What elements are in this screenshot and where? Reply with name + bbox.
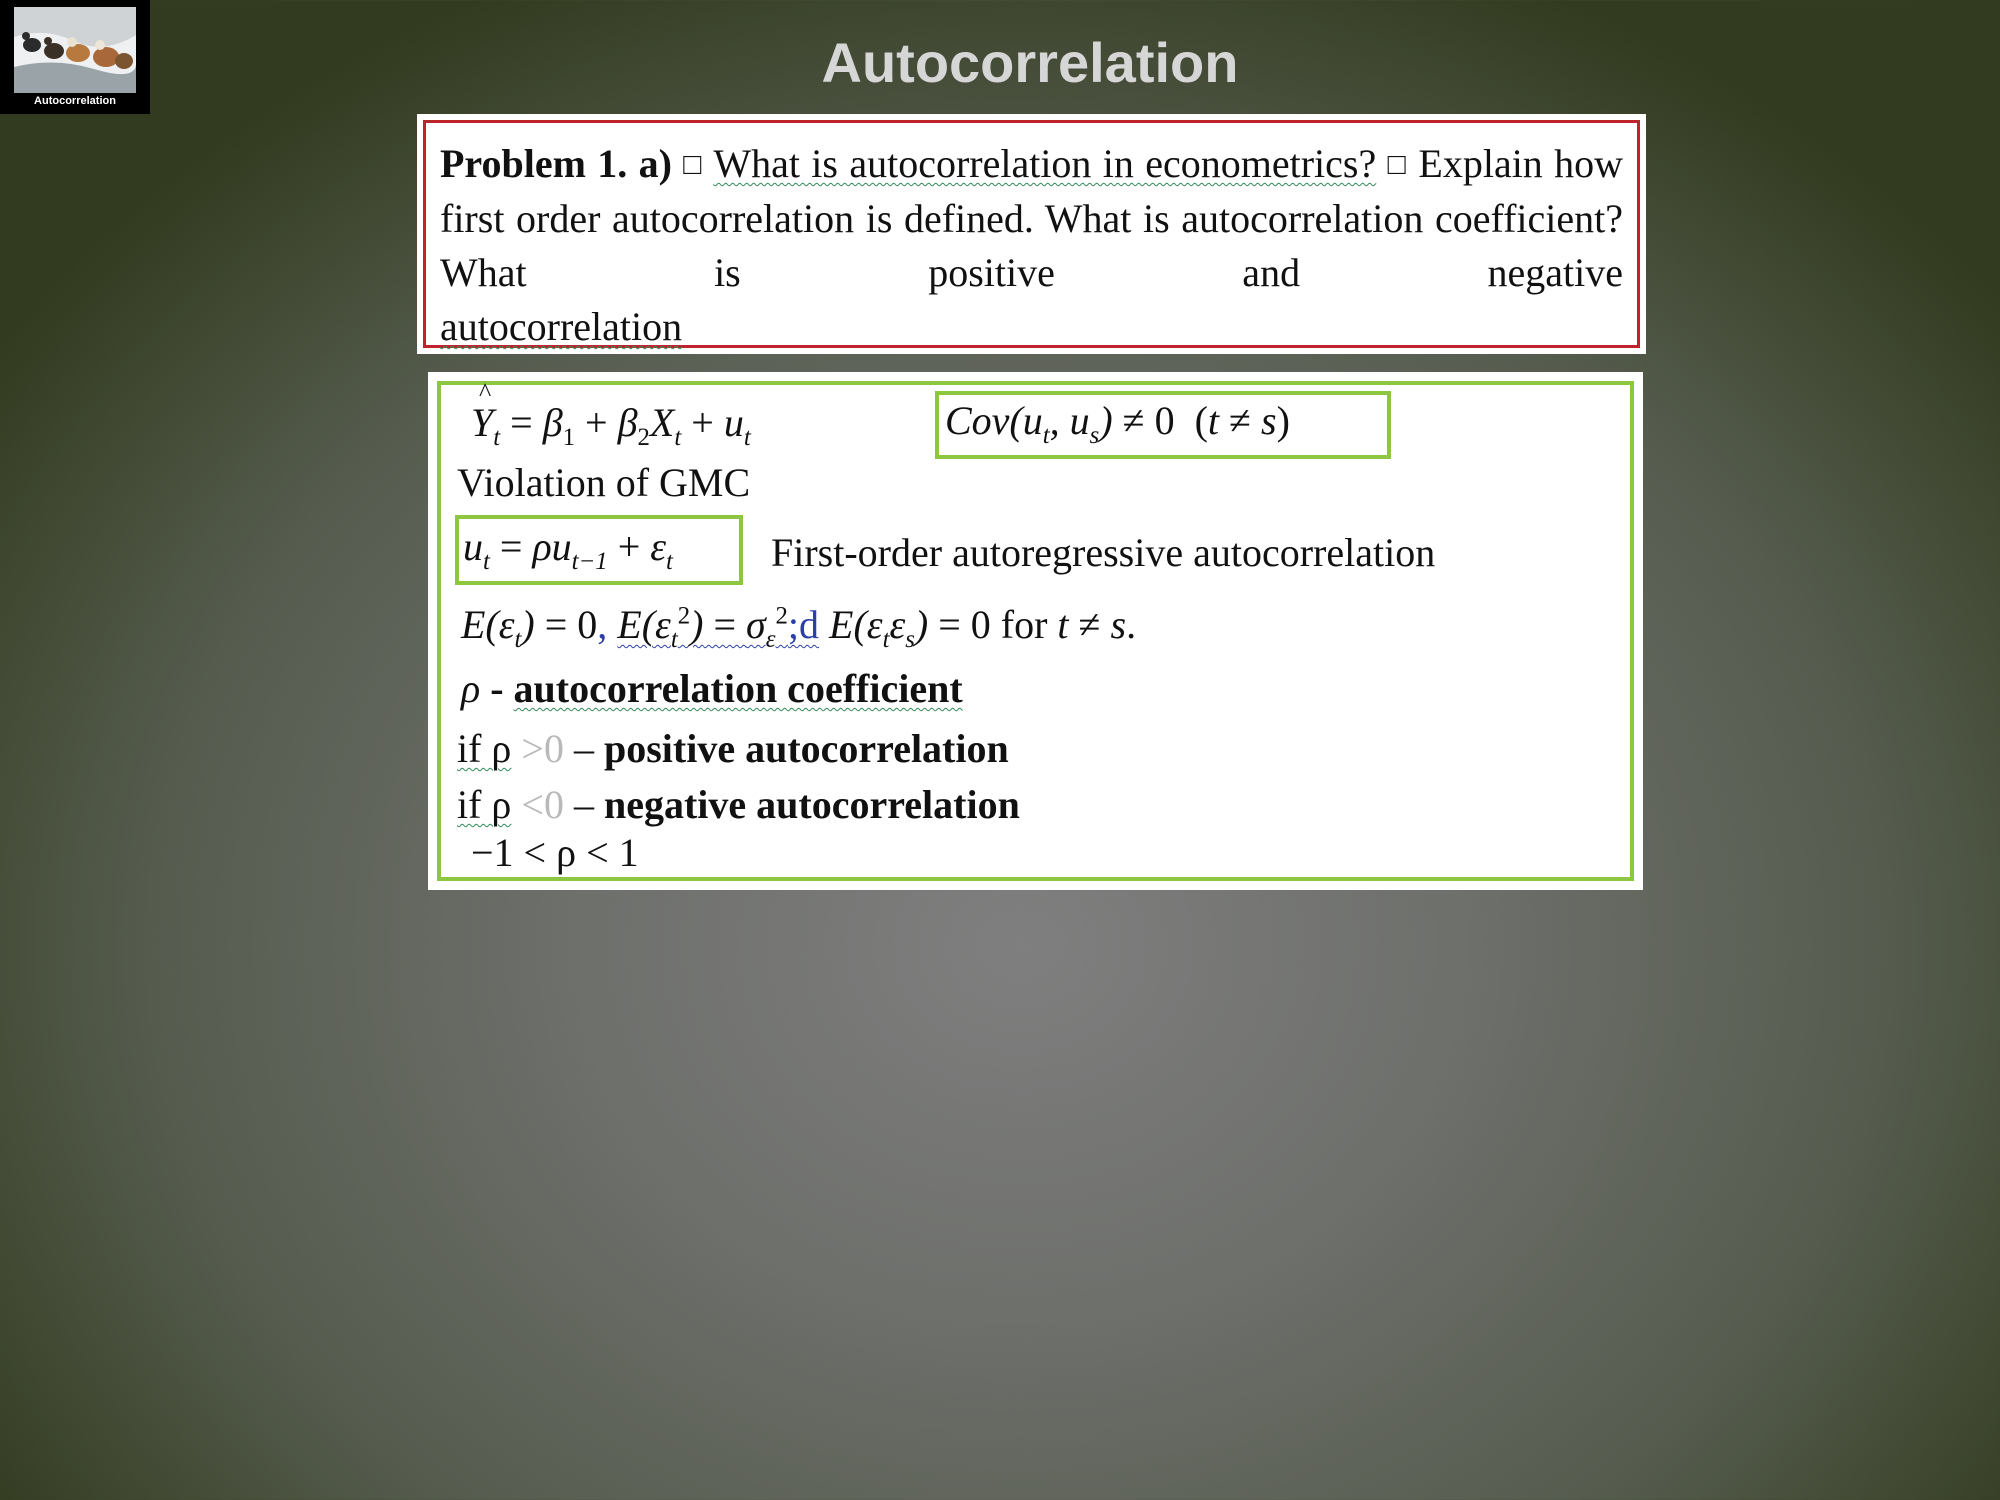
- problem-card: [417, 114, 1646, 354]
- question-2-line-2: autocorrelation coefficient? What is positive and negative: [440, 196, 1624, 295]
- question-2-line-1: Explain how first order autocorrelation is defined. What is: [440, 141, 1624, 241]
- positive-if: if ρ: [457, 726, 512, 771]
- positive-label: positive autocorrelation: [603, 726, 1009, 771]
- positive-condition: [457, 725, 1009, 772]
- question-1: What is autocorrelation in econometrics?: [713, 141, 1377, 186]
- positive-dash: –: [573, 726, 594, 771]
- answer-card: [428, 372, 1643, 890]
- positive-threshold: >0: [521, 726, 564, 771]
- regression-equation: Y ^ $_t = \beta_1 + \beta_2X_t + u_t$: [471, 378, 751, 451]
- ar-model-equation: $u_t = \rho u_{t-1} + \varepsilon_t$: [463, 524, 673, 575]
- question-2-line-3: autocorrelation: [440, 304, 683, 349]
- negative-if: if ρ: [457, 782, 512, 827]
- rho-definition: ρ - autocorrelation coefficient: [461, 666, 963, 711]
- rho-range: −1 < ρ < 1: [471, 830, 639, 875]
- error-assumptions: $E(\varepsilon_t) = 0$, $E(\varepsilon_t^2)$ = $\sigma_\varepsilon^2;d$ $E(\varepsilon_t\varepsilon_s) = 0$ for t ≠ s.: [461, 602, 1137, 653]
- negative-threshold: <0: [521, 782, 564, 827]
- thumbnail-caption: Autocorrelation: [34, 95, 116, 107]
- rho-label: autocorrelation coefficient: [513, 666, 963, 711]
- problem-text: [423, 120, 1640, 348]
- checkbox-icon: □: [1387, 148, 1408, 181]
- negative-label: negative autocorrelation: [603, 782, 1020, 827]
- violation-label: Violation of GMC: [457, 460, 751, 505]
- checkbox-icon: □: [683, 148, 703, 181]
- rho-dash: -: [490, 666, 504, 711]
- slide-title: Autocorrelation: [821, 31, 1239, 94]
- answer-content: [437, 378, 1634, 881]
- negative-dash: –: [573, 782, 594, 827]
- ar-model-description: First-order autoregressive autocorrelation: [771, 530, 1436, 575]
- covariance-condition: $Cov(u_t$, $u_s) \ne 0$ (t ≠ s): [945, 398, 1290, 449]
- problem-label: Problem 1. a): [440, 141, 672, 186]
- negative-condition: [457, 781, 1020, 828]
